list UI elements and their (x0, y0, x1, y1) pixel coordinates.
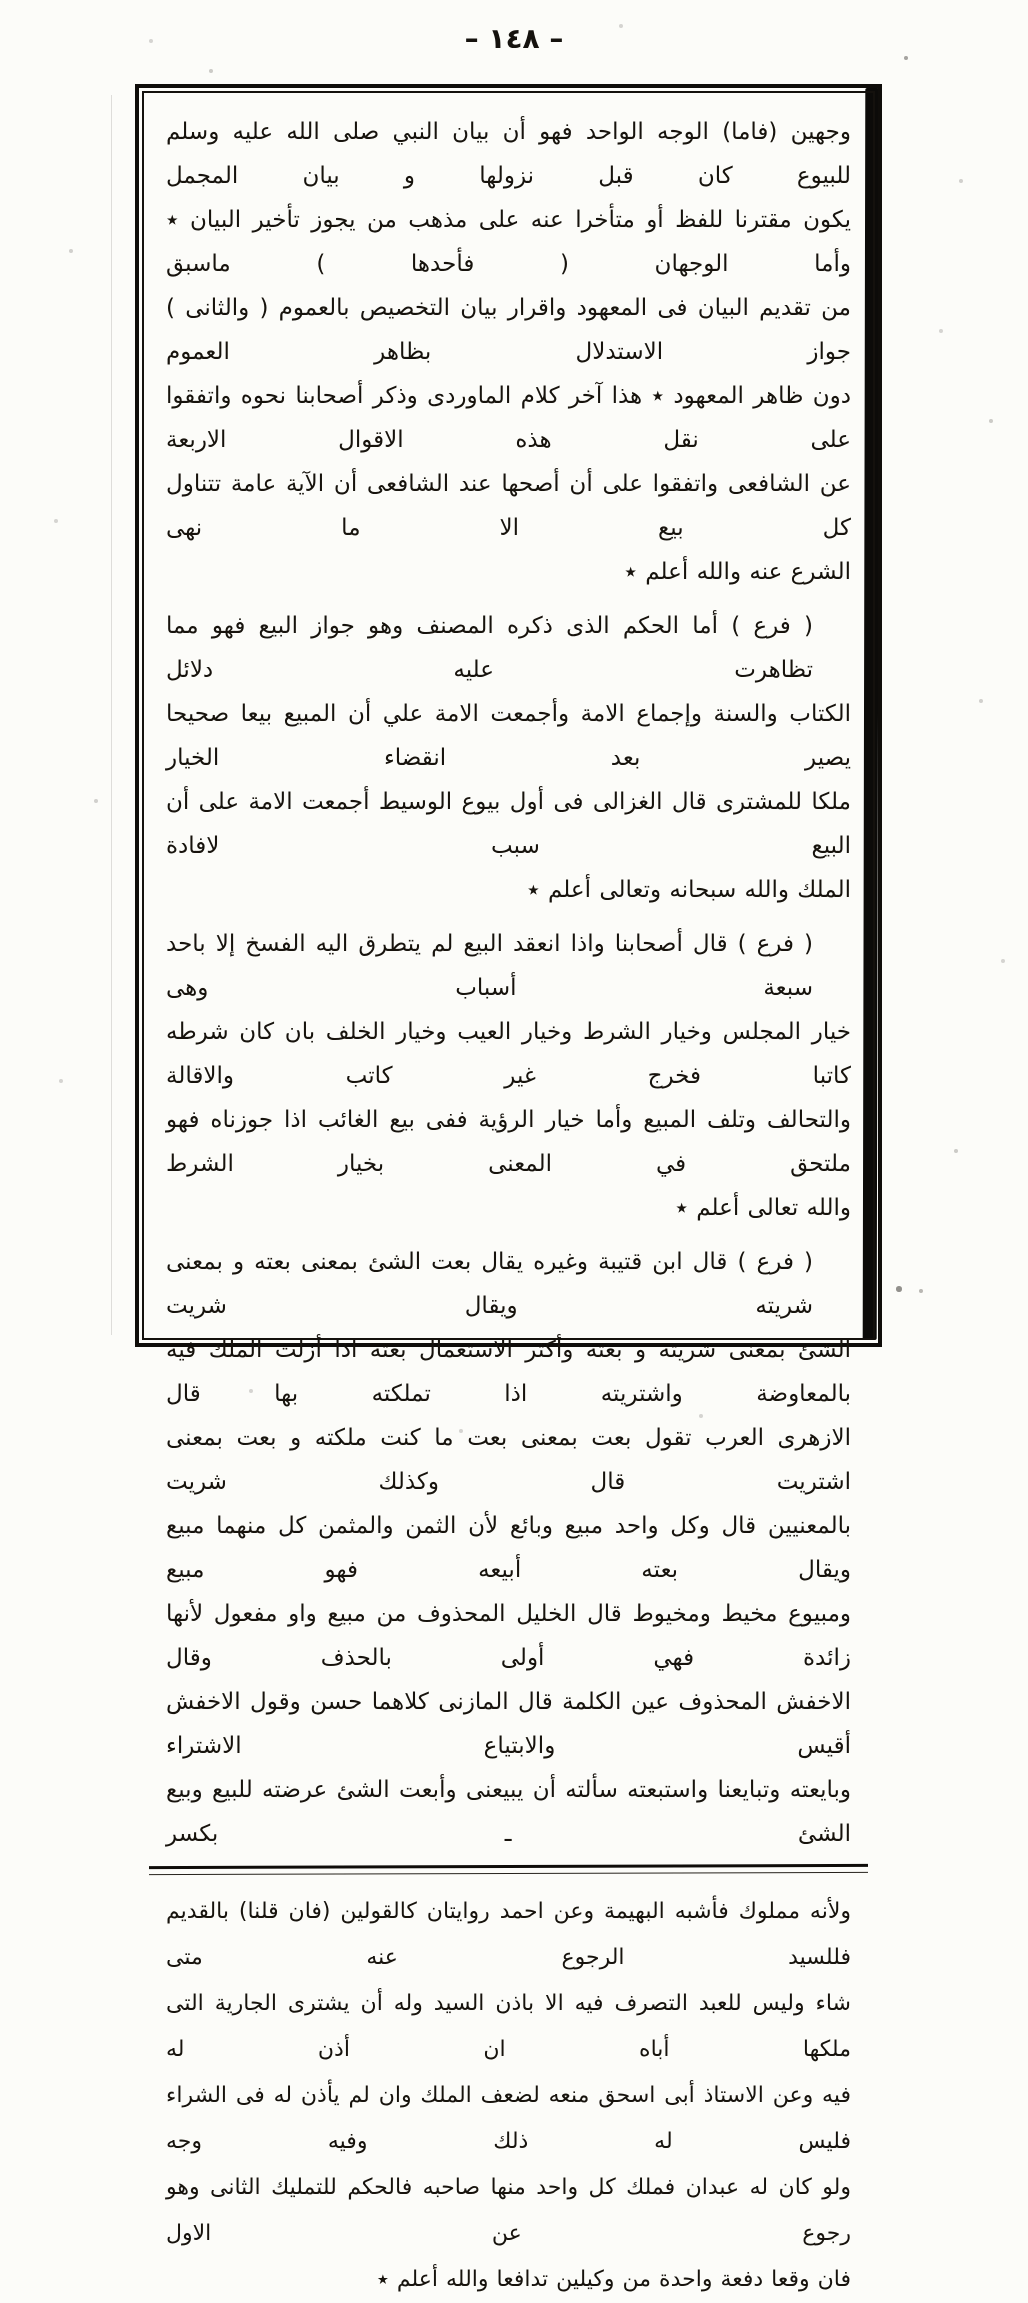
text-line: وبايعته وتبايعنا واستبعته سألته أن يبيعنى وأبعت الشئ عرضته للبيع وبيع الشئ ـ بكسر (166, 1777, 851, 1847)
text-line: عن الشافعى واتفقوا على أن أصحها عند الشافعى أن الآية عامة تتناول كل بيع الا ما نهى (166, 471, 851, 541)
text-line: والله تعالى أعلم ٭ (675, 1195, 851, 1221)
footnote-line: فيه وعن الاستاذ أبى اسحق منعه لضعف الملك وان لم يأذن له فى الشراء فليس له ذلك وفيه وجه (166, 2083, 851, 2154)
main-text-block (166, 110, 851, 1856)
text-line: ( فرع ) قال أصحابنا واذا انعقد البيع لم يتطرق اليه الفسخ إلا باحد سبعة أسباب وهى (166, 931, 813, 1001)
text-line: الملك والله سبحانه وتعالى أعلم ٭ (527, 877, 851, 903)
text-line: الكتاب والسنة وإجماع الامة وأجمعت الامة علي أن المبيع بيعا صحيحا يصير بعد انقضاء الخيار (166, 701, 851, 771)
text-line: الشرع عنه والله أعلم ٭ (624, 559, 851, 585)
text-line: الاخفش المحذوف عين الكلمة قال المازنى كلاهما حسن وقول الاخفش أقيس والابتياع الاشتراء (166, 1689, 851, 1759)
text-line: الشئ بمعنى شريته و بعته وأكثر الاستعمال بعته اذا أزلت الملك فيه بالمعاوضة واشتريته اذا تملكته بها قال (166, 1337, 851, 1407)
text-line: يكون مقترنا للفظ أو متأخرا عنه على مذهب من يجوز تأخير البيان ٭ وأما الوجهان ( فأحدها ) ماسبق (166, 207, 851, 277)
footnote-block (166, 1889, 851, 2303)
footnote-line: ولأنه مملوك فأشبه البهيمة وعن احمد روايتان كالقولين (فان قلنا) بالقديم فللسيد الرجوع عنه متى (166, 1899, 851, 1970)
scan-line-artifact (111, 95, 112, 1335)
text-line: ( فرع ) قال ابن قتيبة وغيره يقال بعت الشئ بمعنى بعته و بمعنى شريته ويقال شريت (166, 1249, 813, 1319)
footnote-line: ولو كان له عبدان فملك كل واحد منها صاحبه فالحكم للتمليك الثانى وهو رجوع عن الاول (166, 2175, 851, 2246)
page-content (149, 98, 868, 2292)
footnote-separator-rule (149, 1864, 868, 1875)
text-line: وجهين (فاما) الوجه الواحد فهو أن بيان النبي صلى الله عليه وسلم للبيوع كان قبل نزولها و بيان المجمل (166, 119, 851, 189)
scan-speckles (0, 0, 2, 2)
paragraph-continuation (166, 110, 851, 594)
footnote-line: فان وقعا دفعة واحدة من وكيلين تدافعا والله أعلم ٭ (376, 2267, 851, 2292)
paragraph-far-2 (166, 922, 851, 1230)
text-line: والتحالف وتلف المبيع وأما خيار الرؤية ففى بيع الغائب اذا جوزناه فهو ملتحق في المعنى بخيار الشرط (166, 1107, 851, 1177)
paragraph-far-3 (166, 1240, 851, 1856)
footnote-line: شاء وليس للعبد التصرف فيه الا باذن السيد وله أن يشترى الجارية التى ملكها أباه ان أذن له (166, 1991, 851, 2062)
text-line: خيار المجلس وخيار الشرط وخيار العيب وخيار الخلف بان كان شرطه كاتبا فخرج غير كاتب والاقالة (166, 1019, 851, 1089)
page-border-frame-inner (142, 91, 875, 2292)
paragraph-far-1 (166, 604, 851, 912)
text-line: دون ظاهر المعهود ٭ هذا آخر كلام الماوردى وذكر أصحابنا نحوه واتفقوا على نقل هذه الاقوال الاربعة (166, 383, 851, 453)
text-line: من تقديم البيان فى المعهود واقرار بيان التخصيص بالعموم ( والثانى ) جواز الاستدلال بظاهر العموم (166, 295, 851, 365)
page-border-frame (135, 84, 882, 2292)
page-number: – ١٤٨ – (464, 22, 564, 55)
text-line: ( فرع ) أما الحكم الذى ذكره المصنف وهو جواز البيع فهو مما تظاهرت عليه دلائل (166, 613, 813, 683)
text-line: ملكا للمشترى قال الغزالى فى أول بيوع الوسيط أجمعت الامة على أن البيع سبب لافادة (166, 789, 851, 859)
text-line: بالمعنيين قال وكل واحد مبيع وبائع لأن الثمن والمثمن كل منهما مبيع ويقال بعته أبيعه فهو مبيع (166, 1513, 851, 1583)
text-line: الازهرى العرب تقول بعت بمعنى بعت ما كنت ملكته و بعت بمعنى اشتريت قال وكذلك شريت (166, 1425, 851, 1495)
text-line: ومبيوع مخيط ومخيوط قال الخليل المحذوف من مبيع واو مفعول لأنها زائدة فهي أولى بالحذف وقال (166, 1601, 851, 1671)
